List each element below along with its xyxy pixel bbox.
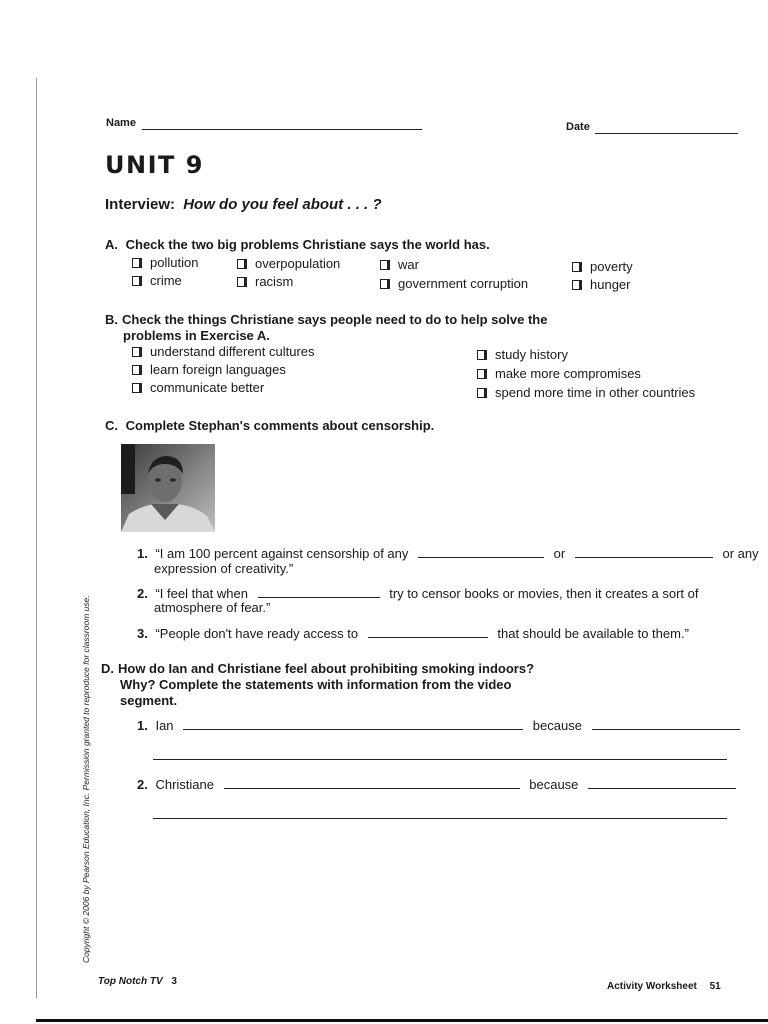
page-number: 51 xyxy=(709,981,721,992)
option-label: crime xyxy=(150,273,182,288)
item-text: try to censor books or movies, then it creates a sort of xyxy=(389,586,699,601)
item-text: Ian xyxy=(155,718,174,733)
name-field[interactable] xyxy=(142,117,422,130)
option-communicate-better[interactable] xyxy=(132,380,264,395)
section-c-prompt xyxy=(105,418,434,433)
section-b-text-2: problems in Exercise A. xyxy=(123,328,270,343)
checkbox-icon xyxy=(380,260,390,270)
checkbox-icon xyxy=(132,258,142,268)
interview-heading xyxy=(105,196,382,213)
option-label: learn foreign languages xyxy=(150,362,286,377)
item-text: “I am 100 percent against censorship of any xyxy=(155,546,409,561)
blank-field[interactable] xyxy=(575,545,713,558)
section-a-text: Check the two big problems Christiane says the world has. xyxy=(125,237,490,252)
section-b-letter: B. xyxy=(105,312,118,327)
option-label: hunger xyxy=(590,277,631,292)
section-d-letter: D. xyxy=(101,661,114,676)
section-d-text-2: Why? Complete the statements with information from the video xyxy=(120,677,512,692)
blank-field[interactable] xyxy=(592,717,740,730)
option-hunger[interactable] xyxy=(572,277,630,292)
footer-series: Top Notch TV xyxy=(98,976,163,987)
blank-field[interactable] xyxy=(368,625,488,638)
item-text: “People don't have ready access to xyxy=(155,626,359,641)
item-text: Christiane xyxy=(155,777,214,792)
footer-title: Activity Worksheet xyxy=(607,981,697,992)
option-understand-cultures[interactable] xyxy=(132,344,315,359)
d-item-1 xyxy=(137,717,740,733)
unit-title: UNIT 9 xyxy=(105,151,204,179)
checkbox-icon xyxy=(132,365,142,375)
section-a-letter: A. xyxy=(105,237,118,252)
option-label: understand different cultures xyxy=(150,344,315,359)
item-text: because xyxy=(529,777,579,792)
checkbox-icon xyxy=(132,347,142,357)
section-a-prompt xyxy=(105,237,490,252)
c-item-1-cont: expression of creativity.” xyxy=(154,561,294,576)
section-d-text-3: segment. xyxy=(120,693,178,708)
checkbox-icon xyxy=(132,276,142,286)
footer-series-num: 3 xyxy=(171,976,177,987)
section-c-letter: C. xyxy=(105,418,118,433)
checkbox-icon xyxy=(572,280,582,290)
option-learn-languages[interactable] xyxy=(132,362,286,377)
d-item-2 xyxy=(137,776,736,792)
item-text: that should be available to them.” xyxy=(497,626,689,641)
blank-field-line[interactable] xyxy=(153,747,727,760)
section-b-prompt xyxy=(105,312,547,344)
checkbox-icon xyxy=(572,262,582,272)
option-label: communicate better xyxy=(150,380,265,395)
section-d-text-1: How do Ian and Christiane feel about prohibiting smoking indoors? xyxy=(118,661,535,676)
option-overpopulation[interactable] xyxy=(237,256,340,271)
item-number: 1. xyxy=(137,546,148,561)
option-label: study history xyxy=(495,347,568,362)
margin-line xyxy=(36,78,37,998)
copyright-notice: Copyright © 2006 by Pearson Education, Inc. Permission granted to reproduce for classroom use. xyxy=(81,595,91,963)
option-label: spend more time in other countries xyxy=(495,385,696,400)
interview-label: Interview: xyxy=(105,196,176,213)
item-text: or any xyxy=(722,546,759,561)
checkbox-icon xyxy=(380,279,390,289)
option-label: make more compromises xyxy=(495,366,641,381)
option-war[interactable] xyxy=(380,257,419,272)
c-item-3 xyxy=(137,625,689,641)
option-label: pollution xyxy=(150,255,199,270)
blank-field-line[interactable] xyxy=(153,806,727,819)
c-item-1 xyxy=(137,545,759,561)
option-label: overpopulation xyxy=(255,256,341,271)
checkbox-icon xyxy=(132,383,142,393)
footer-left xyxy=(98,976,177,987)
checkbox-icon xyxy=(477,388,487,398)
item-text: because xyxy=(532,718,582,733)
item-number: 3. xyxy=(137,626,148,641)
blank-field[interactable] xyxy=(588,776,736,789)
date-field[interactable] xyxy=(595,121,738,134)
option-government-corruption[interactable] xyxy=(380,276,528,291)
section-b-text-1: Check the things Christiane says people need to do to help solve the xyxy=(122,312,548,327)
option-spend-time-abroad[interactable] xyxy=(477,385,695,400)
option-pollution[interactable] xyxy=(132,255,198,270)
c-item-2 xyxy=(137,585,698,601)
option-poverty[interactable] xyxy=(572,259,633,274)
option-make-compromises[interactable] xyxy=(477,366,641,381)
item-text: or xyxy=(553,546,566,561)
blank-field[interactable] xyxy=(183,717,523,730)
option-racism[interactable] xyxy=(237,274,293,289)
checkbox-icon xyxy=(237,277,247,287)
option-label: war xyxy=(398,257,419,272)
checkbox-icon xyxy=(477,369,487,379)
option-study-history[interactable] xyxy=(477,347,568,362)
option-crime[interactable] xyxy=(132,273,182,288)
blank-field[interactable] xyxy=(418,545,544,558)
item-text: “I feel that when xyxy=(155,586,248,601)
date-label: Date xyxy=(566,121,590,133)
checkbox-icon xyxy=(477,350,487,360)
stephan-photo xyxy=(121,444,215,532)
checkbox-icon xyxy=(237,259,247,269)
item-number: 1. xyxy=(137,718,148,733)
item-number: 2. xyxy=(137,586,148,601)
option-label: poverty xyxy=(590,259,633,274)
option-label: government corruption xyxy=(398,276,529,291)
item-number: 2. xyxy=(137,777,148,792)
blank-field[interactable] xyxy=(224,776,520,789)
name-label: Name xyxy=(106,117,136,129)
interview-title: How do you feel about . . . ? xyxy=(183,196,382,213)
bottom-border xyxy=(36,1019,768,1022)
option-label: racism xyxy=(255,274,294,289)
blank-field[interactable] xyxy=(258,585,380,598)
c-item-2-cont: atmosphere of fear.” xyxy=(154,600,271,615)
section-c-text: Complete Stephan's comments about censorship. xyxy=(125,418,435,433)
footer-right xyxy=(607,981,721,992)
section-d-prompt xyxy=(101,661,534,709)
